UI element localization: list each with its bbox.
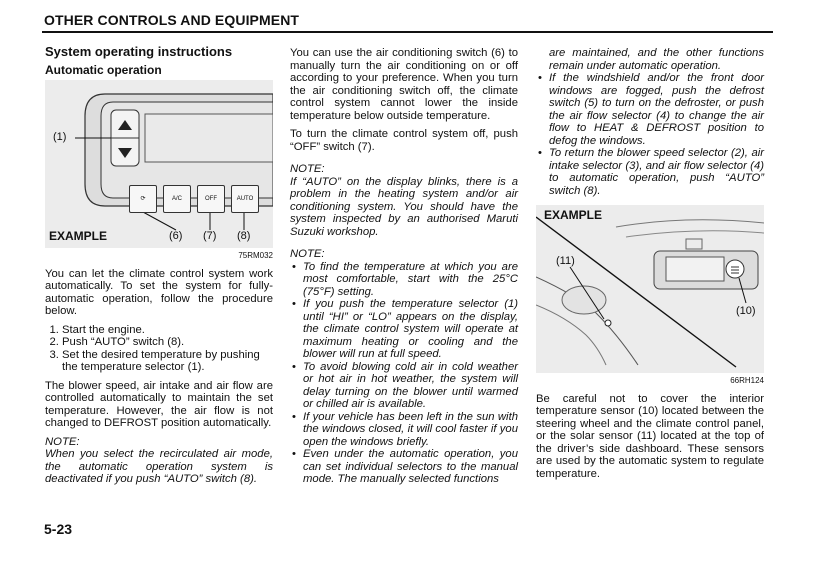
callout-8: (8) bbox=[237, 230, 251, 242]
note-bullet: • If you push the temperature selector (1) until “HI” or “LO” appears on the display, the climate control system will operate at maximum heating or cooling and the blower will run at full speed. bbox=[303, 298, 518, 361]
column-1 bbox=[45, 46, 273, 486]
body-paragraph: The blower speed, air intake and air flow are controlled automatically to maintain the set temperature. However, the air flow is not changed to DEFROST position automatically. bbox=[45, 379, 273, 429]
auto-button: AUTO bbox=[231, 185, 259, 213]
section-title: System operating instructions bbox=[45, 44, 233, 59]
control-panel-illustration bbox=[45, 80, 273, 248]
note-bullet: • To avoid blowing cold air in cold weather or hot air in hot weather, the system will delay turning on the blower until warmed or chilled air is available. bbox=[303, 361, 518, 411]
note-bullet: • To find the temperature at which you are most comfortable, start with the 25°C (75°F) setting. bbox=[303, 261, 518, 299]
note-label: NOTE: bbox=[290, 163, 325, 175]
callout-7: (7) bbox=[203, 230, 217, 242]
body-paragraph: Be careful not to cover the interior temperature sensor (10) located between the steering wheel and the climate control panel, or the solar sensor (11) located at the top of the driver’s side dashboard. These sensors are used by the automatic system to regulate temperature. bbox=[536, 392, 764, 480]
subsection-title: Automatic operation bbox=[45, 62, 162, 77]
note-text: If “AUTO” on the display blinks, there is a problem in the heating system and/or air conditioning system. You should have the system inspected by an authorised Maruti Suzuki workshop. bbox=[290, 175, 518, 238]
figure-example-label: EXAMPLE bbox=[49, 229, 108, 243]
step-item: 2. Push “AUTO” switch (8). bbox=[62, 336, 273, 349]
note-label: NOTE: bbox=[45, 435, 80, 448]
column-2 bbox=[290, 47, 518, 486]
note-bullet: • Even under the automatic operation, you can set individual selectors to the manual mode. The manually selected functions bbox=[303, 448, 518, 486]
intro-paragraph: You can let the climate control system work automatically. To set the system for fully-automatic operation, follow the procedure below. bbox=[45, 267, 273, 317]
figure-sensors bbox=[536, 205, 764, 373]
off-button: OFF bbox=[197, 185, 225, 213]
figure-code: 75RM032 bbox=[238, 251, 273, 260]
note-continuation: are maintained, and the other functions remain under automatic operation. bbox=[549, 47, 764, 72]
body-paragraph: You can use the air conditioning switch (6) to manually turn the air conditioning on or off according to your preference. When you turn the air conditioning switch off, the climate control system cannot lower the inside temperature below outside temperature. bbox=[290, 47, 518, 122]
note-bullet: • To return the blower speed selector (2), air intake selector (3), and air flow selector (4) to automatic operation, push “AUTO” switch (8). bbox=[549, 147, 764, 197]
step-item: 1. Start the engine. bbox=[62, 324, 273, 337]
note-bullet: • If your vehicle has been left in the sun with the windows closed, it will cool faster if you open the windows briefly. bbox=[303, 411, 518, 449]
note-label: NOTE: bbox=[290, 248, 325, 260]
callout-1: (1) bbox=[53, 131, 67, 143]
callout-6: (6) bbox=[169, 230, 183, 242]
note-bullet-list bbox=[290, 261, 518, 486]
note-bullet: • If the windshield and/or the front door windows are fogged, push the defrost switch (5) to turn on the defroster, or push the air flow selector (4) to change the air flow to HEAT & DEFROST position to defog the windows. bbox=[549, 72, 764, 147]
step-item: 3. Set the desired temperature by pushing the temperature selector (1). bbox=[62, 349, 273, 374]
figure-code: 66RH124 bbox=[730, 376, 764, 385]
figure-example-label: EXAMPLE bbox=[544, 208, 603, 222]
section-header: OTHER CONTROLS AND EQUIPMENT bbox=[44, 12, 300, 28]
body-paragraph: To turn the climate control system off, push “OFF” switch (7). bbox=[290, 128, 518, 153]
page-number: 5-23 bbox=[44, 521, 73, 537]
note-bullet-list bbox=[536, 72, 764, 197]
steps-list bbox=[45, 324, 273, 374]
recirc-button: ⟳ bbox=[129, 185, 157, 213]
dashboard-illustration bbox=[536, 205, 764, 373]
callout-11: (11) bbox=[556, 255, 575, 267]
column-3 bbox=[536, 47, 764, 486]
ac-button: A/C bbox=[163, 185, 191, 213]
figure-control-panel bbox=[45, 80, 273, 248]
header-rule bbox=[42, 31, 773, 33]
note-text: When you select the recirculated air mode, the automatic operation system is deactivated if you push “AUTO” switch (8). bbox=[45, 448, 273, 485]
callout-10: (10) bbox=[736, 305, 756, 317]
